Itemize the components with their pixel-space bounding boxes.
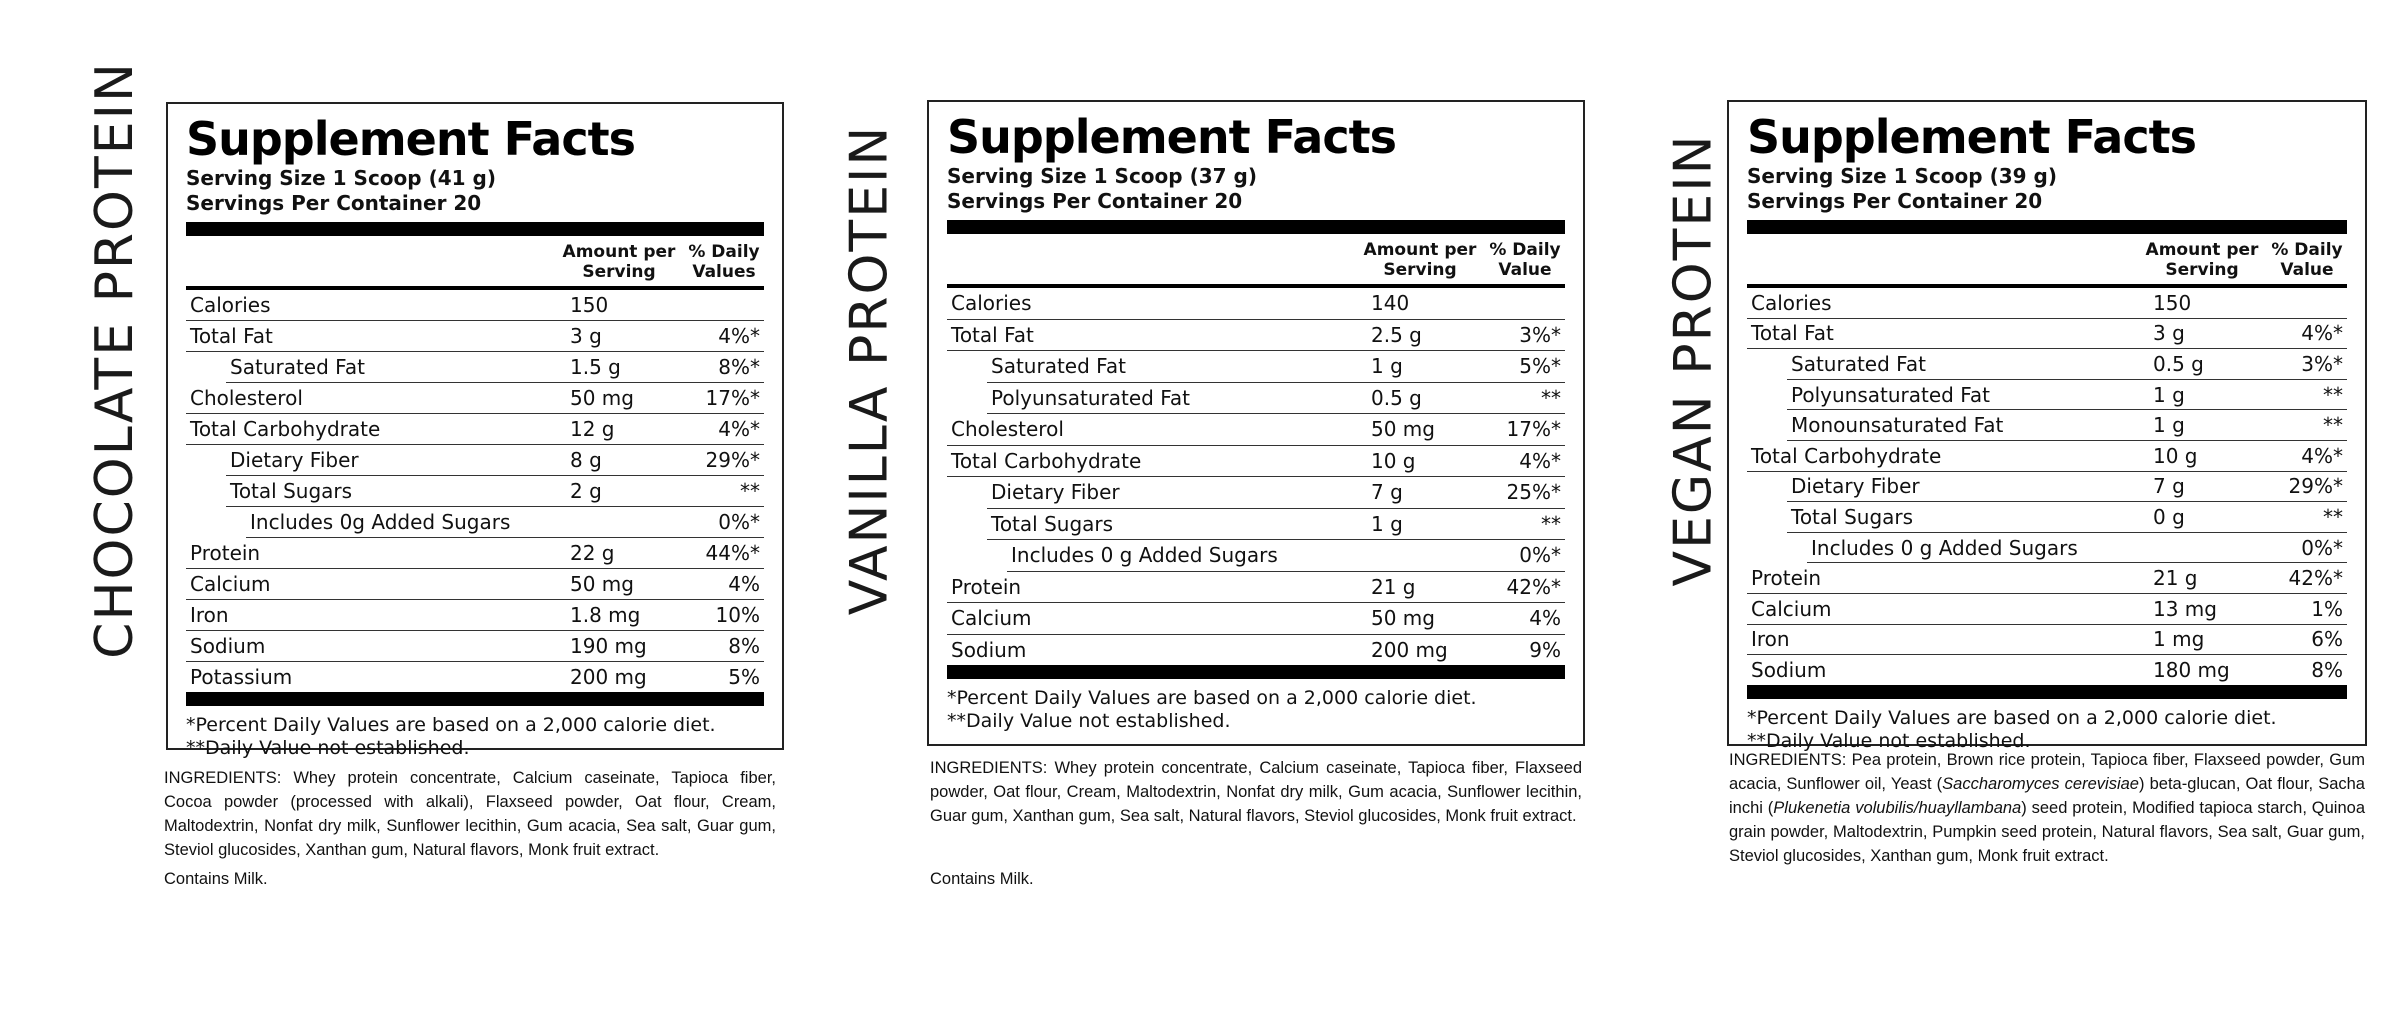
servings-per-container: Servings Per Container 20	[1747, 189, 2043, 213]
ingredient-scientific-name: Saccharomyces cerevisiae	[1942, 775, 2139, 793]
nutrient-daily-value: 3%*	[1519, 322, 1561, 347]
nutrient-name: Includes 0g Added Sugars	[250, 510, 511, 534]
nutrient-daily-value: 0%*	[2301, 535, 2343, 560]
header-amount: Amount per Serving	[1363, 240, 1477, 280]
nutrient-amount: 1.5 g	[570, 355, 621, 379]
nutrient-amount: 140	[1371, 291, 1410, 316]
nutrient-row	[1747, 563, 2347, 594]
footnote-not-established: **Daily Value not established.	[1747, 729, 2031, 752]
footnote-dv: *Percent Daily Values are based on a 2,000 calorie diet.	[186, 714, 716, 736]
nutrient-name: Sodium	[1751, 657, 1827, 682]
nutrient-row	[1787, 472, 2347, 503]
nutrient-daily-value: **	[2323, 382, 2343, 407]
nutrient-name: Total Fat	[951, 322, 1034, 347]
nutrient-amount: 2.5 g	[1371, 322, 1422, 347]
side-title-text: VANILLA PROTEIN	[839, 124, 899, 616]
nutrient-daily-value: 17%*	[1506, 417, 1561, 442]
nutrient-row	[1787, 410, 2347, 441]
nutrient-name: Dietary Fiber	[991, 480, 1120, 505]
nutrient-daily-value: 4%	[728, 572, 760, 596]
footnote-not-established: **Daily Value not established.	[947, 710, 1231, 732]
nutrient-name: Cholesterol	[951, 417, 1064, 442]
nutrient-row	[1747, 441, 2347, 472]
nutrient-daily-value: 4%*	[2301, 443, 2343, 468]
nutrient-row	[1747, 625, 2347, 656]
nutrient-amount: 3 g	[570, 324, 602, 348]
nutrient-daily-value: **	[2323, 413, 2343, 438]
nutrient-daily-value: 8%	[728, 634, 760, 658]
label-title: Supplement Facts	[1747, 110, 2196, 164]
ingredient-text-part: INGREDIENTS: Pea protein, Brown rice protein, Tapioca fiber, Flaxseed powder, Gum acacia, Sunflower oil, Yeast (	[1729, 751, 2365, 793]
nutrient-amount: 150	[570, 293, 609, 317]
nutrient-name: Potassium	[190, 665, 293, 689]
nutrient-daily-value: 0%*	[718, 510, 760, 534]
nutrient-name: Polyunsaturated Fat	[991, 385, 1190, 410]
nutrient-daily-value: 4%*	[718, 417, 760, 441]
nutrient-name: Monounsaturated Fat	[1791, 413, 2004, 438]
nutrient-amount: 0 g	[2153, 504, 2185, 529]
serving-size: Serving Size 1 Scoop (37 g)	[947, 164, 1257, 188]
nutrient-amount: 22 g	[570, 541, 615, 565]
nutrient-daily-value: 10%	[715, 603, 760, 627]
nutrient-daily-value: 4%*	[2301, 321, 2343, 346]
nutrient-amount: 0.5 g	[1371, 385, 1422, 410]
nutrient-daily-value: 42%*	[2288, 566, 2343, 591]
nutrient-amount: 50 mg	[570, 572, 634, 596]
nutrient-name: Total Carbohydrate	[190, 417, 381, 441]
nutrient-name: Saturated Fat	[1791, 351, 1926, 376]
nutrient-name: Total Sugars	[991, 511, 1114, 536]
side-title-text: VEGAN PROTEIN	[1663, 133, 1723, 587]
nutrient-row	[1787, 380, 2347, 411]
allergen-statement: Contains Milk.	[930, 870, 1034, 888]
header-dv: % Daily Values	[688, 242, 760, 282]
nutrient-daily-value: **	[740, 479, 760, 503]
nutrient-name: Calories	[190, 293, 271, 317]
servings-per-container: Servings Per Container 20	[947, 189, 1243, 213]
nutrient-daily-value: 5%	[728, 665, 760, 689]
nutrient-name: Calories	[951, 291, 1032, 316]
nutrient-daily-value: 8%*	[718, 355, 760, 379]
nutrient-amount: 8 g	[570, 448, 602, 472]
ingredient-text-part: ) seed protein, Modified tapioca starch, Quinoa grain powder, Maltodextrin, Pumpkin seed protein, Natural flavors, Sea salt, Guar gum, Steviol glucosides, Xanthan gum, Monk fruit extract.	[1729, 799, 2366, 865]
serving-size: Serving Size 1 Scoop (39 g)	[1747, 164, 2057, 188]
nutrient-amount: 190 mg	[570, 634, 647, 658]
nutrient-daily-value: 9%	[1529, 637, 1561, 662]
nutrient-amount: 200 mg	[570, 665, 647, 689]
nutrient-name: Dietary Fiber	[1791, 474, 1920, 499]
footnote-dv: *Percent Daily Values are based on a 2,000 calorie diet.	[947, 687, 1477, 709]
nutrient-daily-value: 42%*	[1506, 574, 1561, 599]
nutrient-daily-value: **	[2323, 504, 2343, 529]
header-amount: Amount per Serving	[562, 242, 676, 282]
nutrient-name: Calcium	[190, 572, 271, 596]
nutrient-daily-value: 44%*	[705, 541, 760, 565]
nutrient-daily-value: 0%*	[1519, 543, 1561, 568]
nutrient-amount: 3 g	[2153, 321, 2185, 346]
thick-divider	[1747, 685, 2347, 699]
nutrient-amount: 12 g	[570, 417, 615, 441]
nutrient-amount: 1 g	[2153, 382, 2185, 407]
nutrient-name: Dietary Fiber	[230, 448, 359, 472]
nutrient-amount: 1 g	[2153, 413, 2185, 438]
thick-divider	[1747, 220, 2347, 234]
nutrient-daily-value: 4%*	[1519, 448, 1561, 473]
footnote-not-established: **Daily Value not established.	[186, 737, 470, 759]
nutrient-amount: 10 g	[2153, 443, 2198, 468]
nutrient-name: Total Carbohydrate	[1751, 443, 1942, 468]
nutrient-name: Protein	[951, 574, 1022, 599]
header-dv: % Daily Value	[1489, 240, 1561, 280]
nutrient-name: Polyunsaturated Fat	[1791, 382, 1990, 407]
nutrient-name: Protein	[1751, 566, 1822, 591]
side-title-text: CHOCOLATE PROTEIN	[85, 61, 146, 659]
header-dv: % Daily Value	[2271, 240, 2343, 280]
nutrient-rows	[1747, 288, 2347, 685]
nutrient-name: Iron	[190, 603, 229, 627]
nutrient-daily-value: **	[1541, 511, 1561, 536]
nutrient-amount: 1 g	[1371, 511, 1403, 536]
nutrient-row	[1747, 594, 2347, 625]
nutrient-name: Total Fat	[1751, 321, 1834, 346]
nutrient-amount: 21 g	[2153, 566, 2198, 591]
nutrient-amount: 21 g	[1371, 574, 1416, 599]
label-title: Supplement Facts	[947, 110, 1396, 164]
nutrient-row	[1787, 502, 2347, 533]
nutrient-amount: 10 g	[1371, 448, 1416, 473]
nutrient-name: Iron	[1751, 627, 1790, 652]
nutrient-name: Saturated Fat	[991, 354, 1126, 379]
footnotes	[1747, 699, 2347, 753]
nutrient-name: Sodium	[951, 637, 1027, 662]
nutrient-row	[1747, 319, 2347, 350]
nutrient-name: Saturated Fat	[230, 355, 365, 379]
nutrient-name: Calcium	[1751, 596, 1832, 621]
nutrient-amount: 1.8 mg	[570, 603, 641, 627]
nutrient-daily-value: 3%*	[2301, 351, 2343, 376]
nutrient-daily-value: 1%	[2311, 596, 2343, 621]
nutrient-amount: 7 g	[1371, 480, 1403, 505]
nutrient-name: Total Carbohydrate	[951, 448, 1142, 473]
ingredients-text: INGREDIENTS: Whey protein concentrate, Calcium caseinate, Tapioca fiber, Cocoa powder (processed with alkali), Flaxseed powder, Oat flour, Cream, Maltodextrin, Nonfat dry milk, Sunflower lecithin, Gum acacia, Sea salt, Guar gum, Steviol glucosides, Xanthan gum, Natural flavors, Monk fruit extract.	[164, 769, 776, 859]
nutrient-name: Protein	[190, 541, 261, 565]
footnote-dv: *Percent Daily Values are based on a 2,000 calorie diet.	[1747, 706, 2277, 729]
nutrient-name: Calcium	[951, 606, 1032, 631]
nutrient-row	[1747, 655, 2347, 685]
allergen-statement: Contains Milk.	[164, 870, 268, 888]
nutrient-daily-value: 6%	[2311, 627, 2343, 652]
nutrient-amount: 0.5 g	[2153, 351, 2204, 376]
nutrient-amount: 1 g	[1371, 354, 1403, 379]
servings-per-container: Servings Per Container 20	[186, 191, 482, 215]
nutrient-amount: 50 mg	[570, 386, 634, 410]
nutrient-name: Total Sugars	[230, 479, 353, 503]
nutrient-row	[1807, 533, 2347, 564]
nutrient-daily-value: 4%*	[718, 324, 760, 348]
nutrient-daily-value: 4%	[1529, 606, 1561, 631]
nutrient-name: Total Sugars	[1791, 504, 1914, 529]
nutrient-row	[1787, 349, 2347, 380]
nutrient-name: Sodium	[190, 634, 266, 658]
nutrient-daily-value: **	[1541, 385, 1561, 410]
nutrient-amount: 7 g	[2153, 474, 2185, 499]
nutrient-amount: 2 g	[570, 479, 602, 503]
nutrient-amount: 150	[2153, 290, 2192, 315]
nutrient-name: Includes 0 g Added Sugars	[1811, 535, 2078, 560]
header-amount: Amount per Serving	[2145, 240, 2259, 280]
nutrient-name: Includes 0 g Added Sugars	[1011, 543, 1278, 568]
nutrient-name: Calories	[1751, 290, 1832, 315]
nutrient-daily-value: 8%	[2311, 657, 2343, 682]
nutrient-name: Total Fat	[190, 324, 273, 348]
ingredient-text-part: ) beta-glucan, Oat flour, Sacha inchi (	[1729, 775, 2365, 817]
nutrient-amount: 1 mg	[2153, 627, 2205, 652]
nutrient-amount: 200 mg	[1371, 637, 1448, 662]
column-header	[1747, 234, 2347, 288]
nutrient-daily-value: 17%*	[705, 386, 760, 410]
nutrient-daily-value: 25%*	[1506, 480, 1561, 505]
label-title: Supplement Facts	[186, 112, 635, 166]
nutrient-amount: 50 mg	[1371, 606, 1435, 631]
nutrient-daily-value: 5%*	[1519, 354, 1561, 379]
ingredients-text: INGREDIENTS: Whey protein concentrate, Calcium caseinate, Tapioca fiber, Flaxseed powder, Oat flour, Cream, Maltodextrin, Nonfat dry milk, Gum acacia, Sunflower lecithin, Guar gum, Xanthan gum, Sea salt, Natural flavors, Steviol glucosides, Monk fruit extract.	[930, 759, 1582, 825]
nutrient-daily-value: 29%*	[705, 448, 760, 472]
ingredient-scientific-name: Plukenetia volubilis/huayllambana	[1773, 799, 2022, 817]
serving-size: Serving Size 1 Scoop (41 g)	[186, 166, 496, 190]
nutrient-daily-value: 29%*	[2288, 474, 2343, 499]
nutrient-row	[1747, 288, 2347, 319]
nutrient-amount: 50 mg	[1371, 417, 1435, 442]
supplement-facts-label	[1727, 100, 2367, 752]
ingredients-text	[1729, 748, 2365, 868]
nutrient-name: Cholesterol	[190, 386, 303, 410]
nutrient-amount: 180 mg	[2153, 657, 2230, 682]
side-title	[1648, 20, 1738, 700]
nutrient-amount: 13 mg	[2153, 596, 2217, 621]
